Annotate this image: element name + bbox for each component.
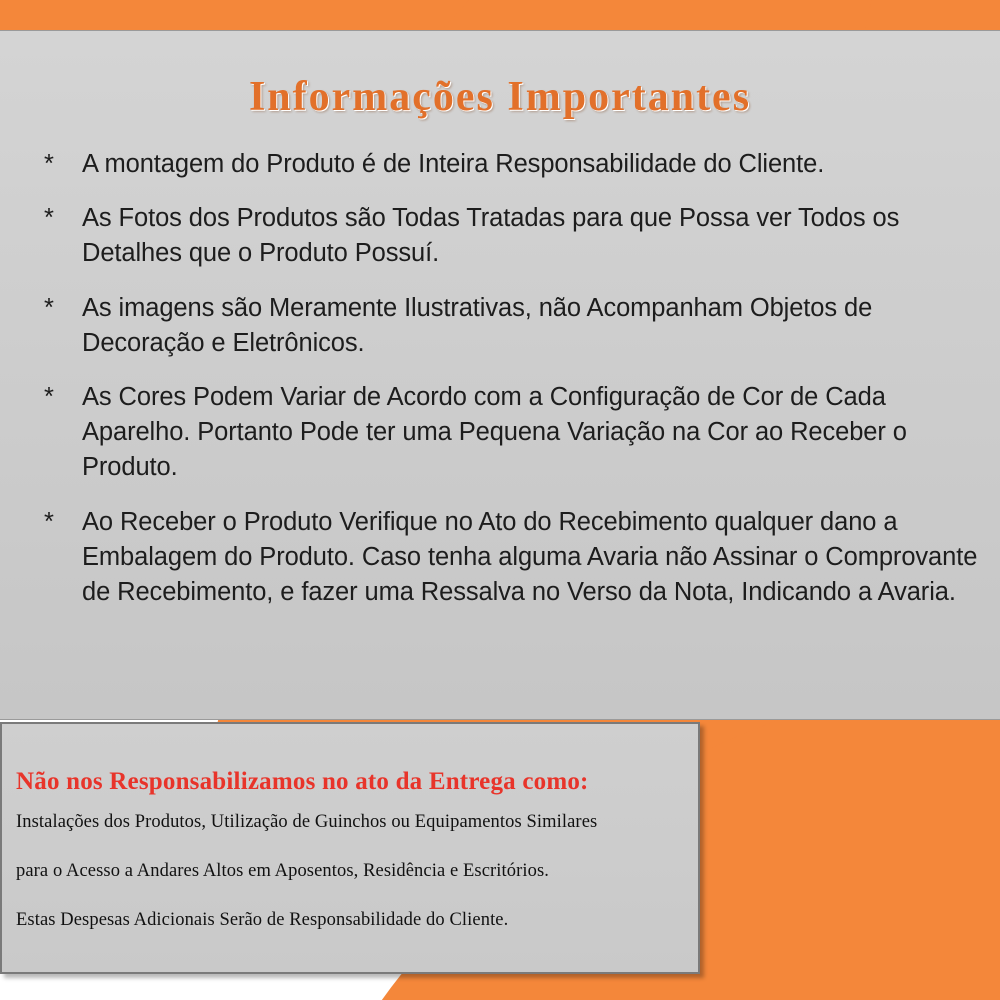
disclaimer-line: Estas Despesas Adicionais Serão de Responsabilidade do Cliente. — [16, 910, 509, 930]
list-item-text: As imagens são Meramente Ilustrativas, não Acompanham Objetos de Decoração e Eletrônicos. — [82, 293, 873, 357]
disclaimer-line: para o Acesso a Andares Altos em Aposentos, Residência e Escritórios. — [16, 861, 550, 881]
bullet-marker-icon: * — [44, 293, 54, 322]
list-item-text: Ao Receber o Produto Verifique no Ato do Recebimento qualquer dano a Embalagem do Produto. Caso tenha alguma Avaria não Assinar o Comprovante de Recebimento, e fazer uma Ressalva no Verso da Nota, Indicando a Avaria. — [82, 507, 978, 606]
list-item-text: A montagem do Produto é de Inteira Responsabilidade do Cliente. — [82, 150, 825, 178]
disclaimer-box — [0, 722, 700, 974]
list-item — [22, 147, 978, 182]
list-item — [22, 291, 978, 361]
bullet-marker-icon: * — [44, 150, 54, 178]
list-item — [22, 380, 978, 486]
disclaimer-line: Instalações dos Produtos, Utilização de Guinchos ou Equipamentos Similares — [16, 812, 598, 832]
information-card — [0, 30, 1000, 720]
page-title: Informações Importantes — [248, 74, 752, 120]
disclaimer-title: Não nos Responsabilizamos no ato da Entrega como: — [16, 768, 589, 795]
list-item — [22, 201, 978, 271]
bullet-marker-icon: * — [44, 507, 54, 536]
list-item-text: As Cores Podem Variar de Acordo com a Configuração de Cor de Cada Aparelho. Portanto Pode ter uma Pequena Variação na Cor ao Receber o Produto. — [82, 382, 907, 482]
bullet-marker-icon: * — [44, 204, 54, 233]
list-item-text: As Fotos dos Produtos são Todas Tratadas para que Possa ver Todos os Detalhes que o Produto Possuí. — [82, 204, 900, 268]
bullet-list — [0, 121, 1000, 610]
disclaimer-body — [2, 796, 698, 931]
bullet-marker-icon: * — [44, 382, 54, 411]
list-item — [22, 505, 978, 611]
